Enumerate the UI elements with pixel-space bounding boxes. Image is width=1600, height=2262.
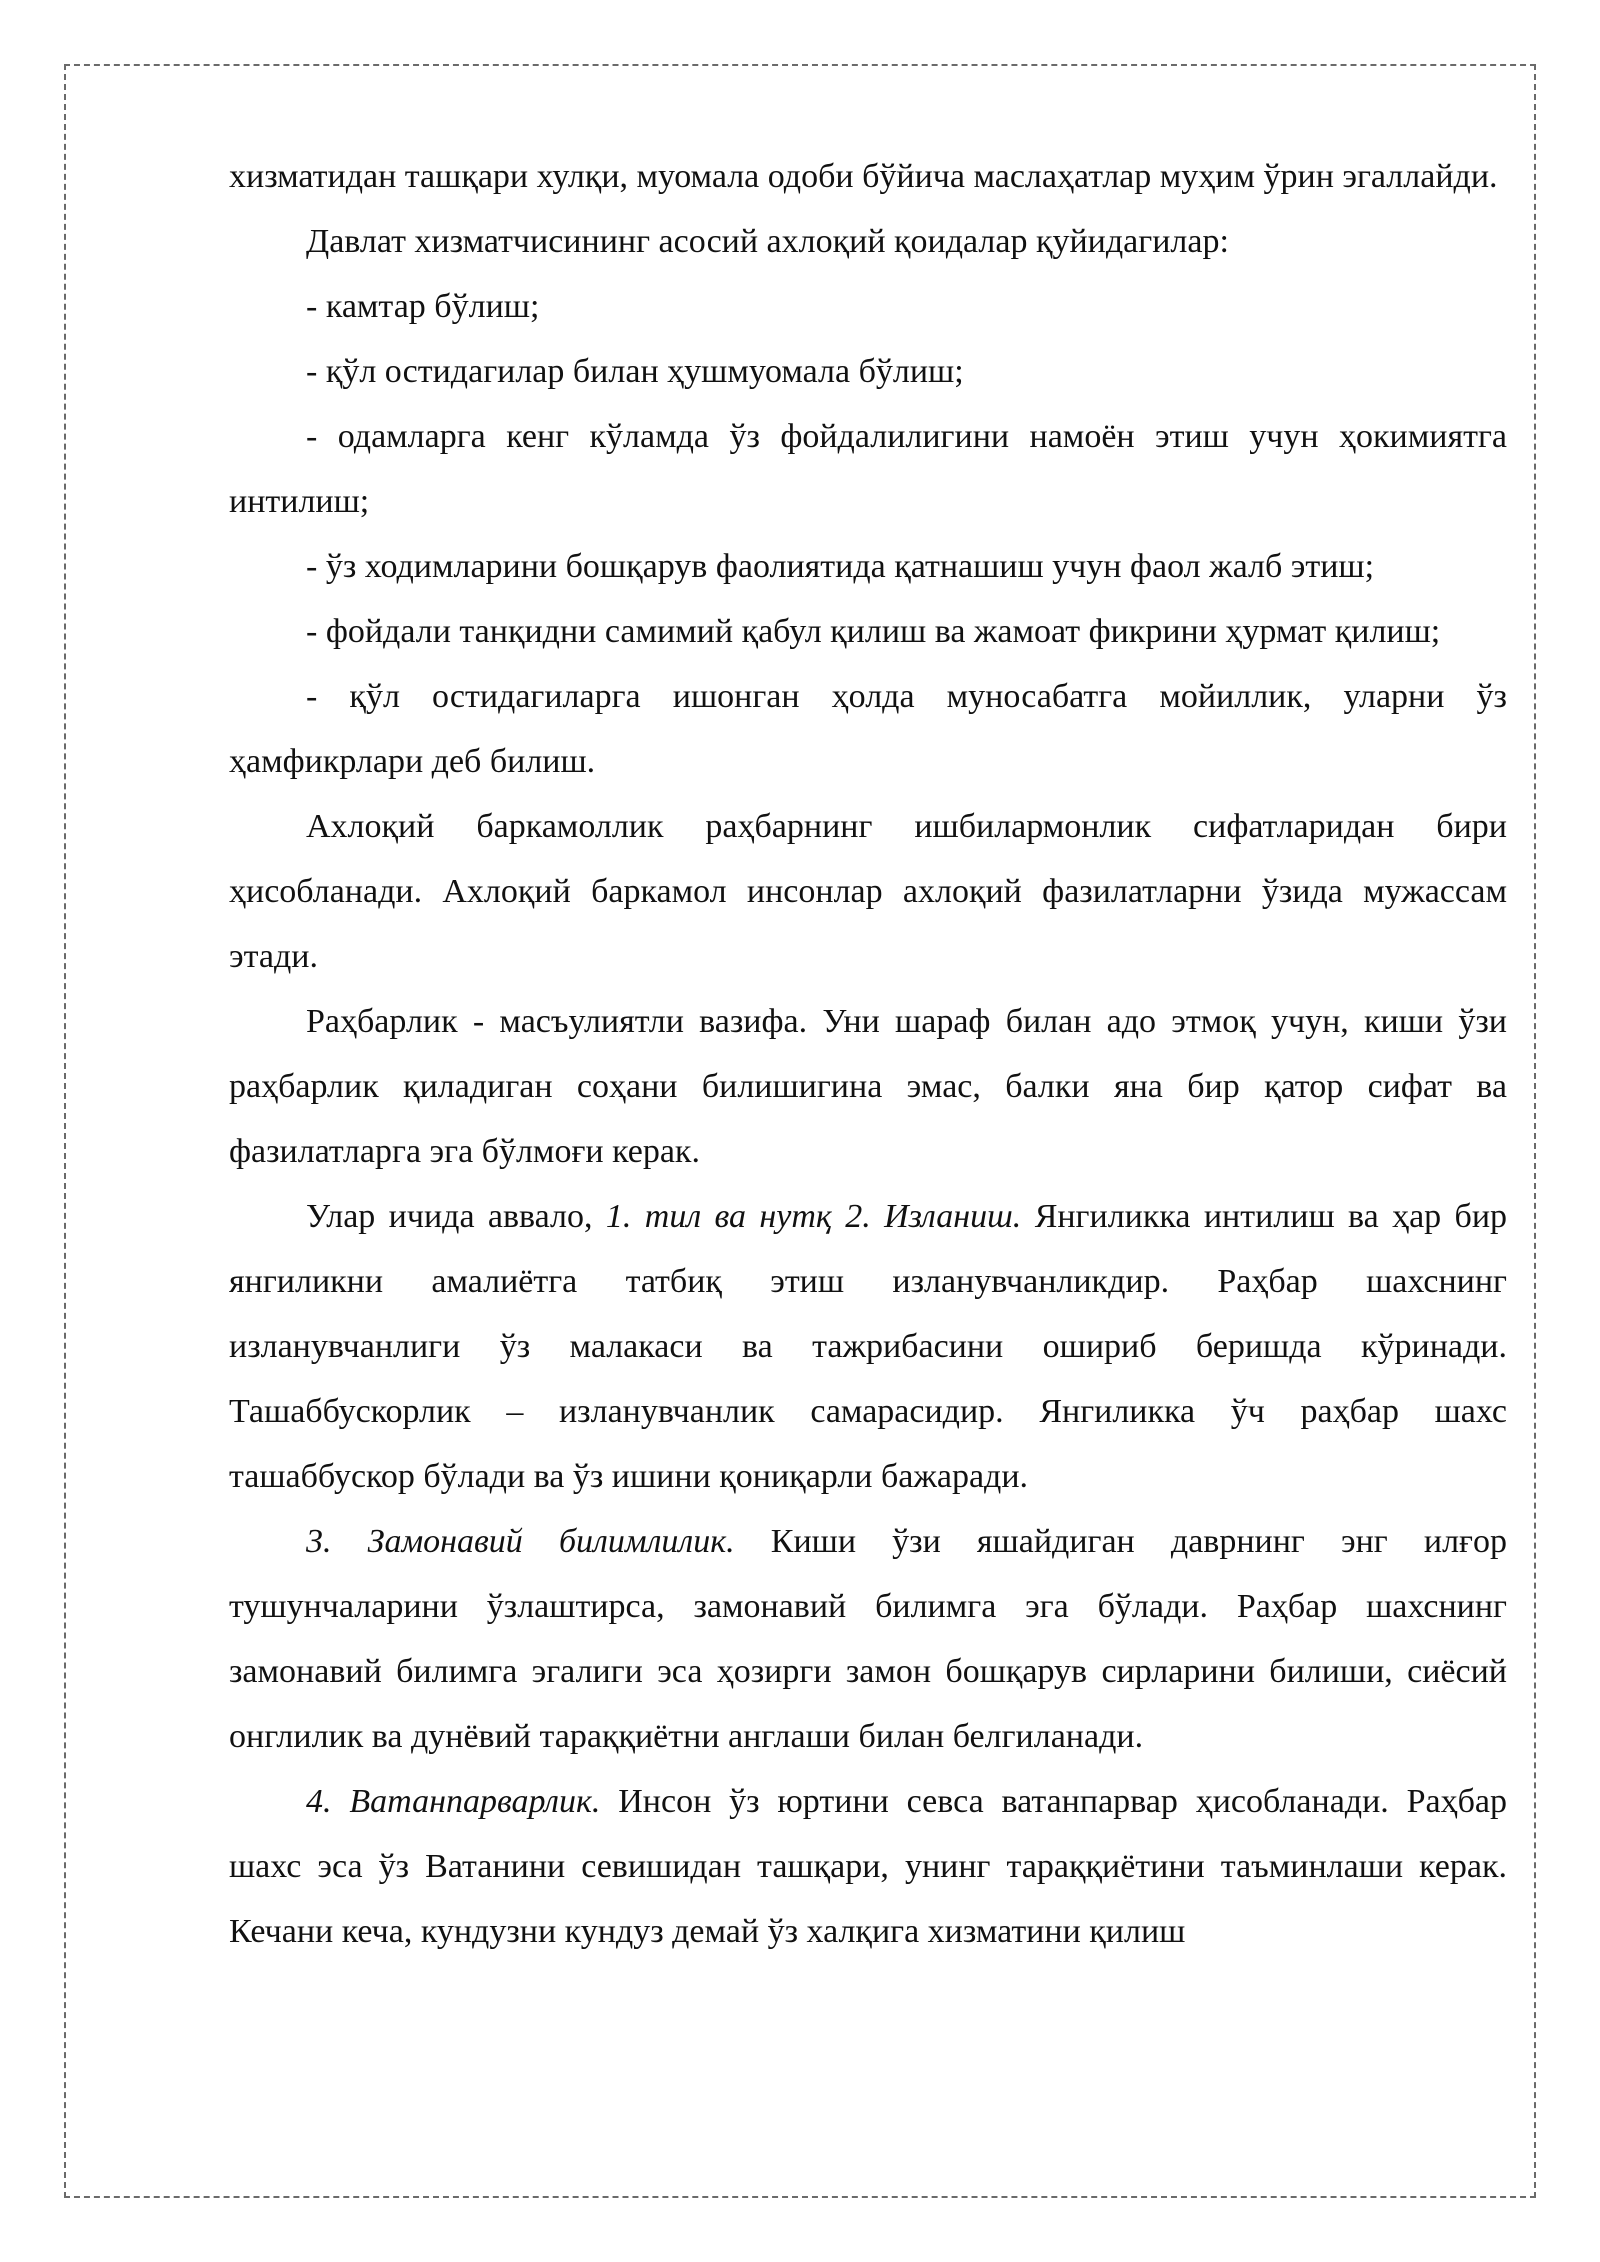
paragraph-rules-intro: Давлат хизматчисининг асосий ахлоқий қоидалар қуйидагилар:: [306, 223, 1229, 260]
rule-list-item: - фойдали танқидни самимий қабул қилиш ва жамоат фикрини ҳурмат қилиш;: [306, 613, 1441, 650]
paragraph-intro-continuation: хизматидан ташқари хулқи, муомала одоби бўйича маслаҳатлар муҳим ўрин эгаллайди.: [229, 158, 1498, 195]
rule-list-item: - одамларга кенг кўламда ўз фойдалилигини намоён этиш учун ҳокимиятга интилиш;: [229, 418, 1507, 520]
modern-knowledge-text: Киши ўзи яшайдиган даврнинг энг илғор тушунчаларини ўзлаштирса, замонавий билимга эга бўлади. Раҳбар шахснинг замонавий билимга эгалиги эса ҳозирги замон бошқарув сирларини билиши, сиёсий онглилик ва дунёвий тараққиётни англаши билан белгиланади.: [229, 1523, 1507, 1755]
rule-list-item: - қўл остидагиларга ишонган ҳолда муносабатга мойиллик, уларни ўз ҳамфикрлари деб билиш.: [229, 678, 1507, 780]
rule-list-item: - ўз ходимларини бошқарув фаолиятида қатнашиш учун фаол жалб этиш;: [306, 548, 1375, 585]
patriotism-text: Инсон ўз юртини севса ватанпарвар ҳисобланади. Раҳбар шахс эса ўз Ватанини севишидан ташқари, унинг тараққиётини таъминлаши керак. Кечани кеча, кундузни кундуз демай ўз халқига хизматини қилиш: [229, 1783, 1507, 1950]
paragraph-leadership: Раҳбарлик - масъулиятли вазифа. Уни шараф билан адо этмоқ учун, киши ўзи раҳбарлик қиладиган соҳани билишигина эмас, балки яна бир қатор сифат ва фазилатларга эга бўлмоғи керак.: [229, 1003, 1507, 1170]
rule-list-item: - камтар бўлиш;: [306, 288, 540, 325]
patriotism-heading: 4. Ватанпарварлик.: [306, 1783, 601, 1820]
document-body: [229, 144, 1507, 1964]
modern-knowledge-heading: 3. Замонавий билимлилик.: [306, 1523, 735, 1560]
qualities-lead-text: Улар ичида аввало,: [306, 1198, 593, 1235]
rule-list-item: - қўл остидагилар билан ҳушмуомала бўлиш;: [306, 353, 964, 390]
paragraph-qualities: [229, 1184, 1507, 1509]
qualities-rest-text: Янгиликка интилиш ва ҳар бир янгиликни амалиётга татбиқ этиш изланувчанликдир. Раҳбар шахснинг изланувчанлиги ўз малакаси ва тажрибасини ошириб беришда кўринади. Ташаббускорлик – изланувчанлик самарасидир. Янгиликка ўч раҳбар шахс ташаббускор бўлади ва ўз ишини қониқарли бажаради.: [229, 1198, 1508, 1495]
qualities-italic-text: 1. тил ва нутқ 2. Изланиш.: [605, 1198, 1022, 1235]
paragraph-modern-knowledge: [229, 1509, 1507, 1769]
paragraph-patriotism: [229, 1769, 1507, 1964]
paragraph-moral-perfection: Ахлоқий баркамоллик раҳбарнинг ишбилармонлик сифатларидан бири ҳисобланади. Ахлоқий баркамол инсонлар ахлоқий фазилатларни ўзида мужассам этади.: [229, 808, 1507, 975]
